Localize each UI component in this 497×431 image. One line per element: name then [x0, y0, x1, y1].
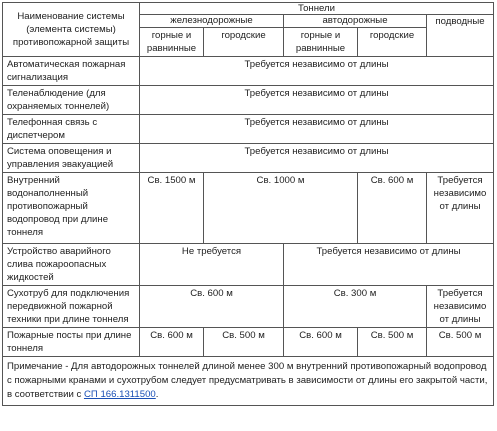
posts-label: Пожарные посты при длине тоннеля: [3, 328, 140, 357]
row-label: Система оповещения и управления эвакуацией: [3, 144, 140, 173]
header-road-mountain-plain: горные и равнинные: [284, 28, 358, 57]
posts-value: Св. 500 м: [358, 328, 427, 357]
posts-value: Св. 500 м: [427, 328, 494, 357]
drain-railway: Не требуется: [140, 244, 284, 286]
fire-protection-table: [2, 2, 494, 406]
table-row-posts: [3, 328, 494, 357]
header-underwater: подводные: [427, 15, 494, 57]
hydrant-railway-urban: Св. 1000 м: [204, 173, 358, 244]
header-railway: железнодорожные: [140, 15, 284, 28]
hydrant-railway-mountain-plain: Св. 1500 м: [140, 173, 204, 244]
table-row-drain: [3, 244, 494, 286]
header-railway-urban: городские: [204, 28, 284, 57]
drypipe-road: Св. 300 м: [284, 286, 427, 328]
table-row: [3, 115, 494, 144]
note-tail: .: [155, 389, 159, 400]
drain-rest: Требуется независимо от длины: [284, 244, 494, 286]
posts-value: Св. 600 м: [284, 328, 358, 357]
hydrant-label: Внутренний водонаполненный противопожарный водопровод при длине тоннеля: [3, 173, 140, 244]
hydrant-road: Св. 600 м: [358, 173, 427, 244]
row-value: Требуется независимо от длины: [140, 86, 494, 115]
drain-label: Устройство аварийного слива пожароопасных жидкостей: [3, 244, 140, 286]
header-system-name: Наименование системы (элемента системы) противопожарной защиты: [3, 3, 140, 57]
posts-value: Св. 600 м: [140, 328, 204, 357]
row-value: Требуется независимо от длины: [140, 115, 494, 144]
fire-protection-table-container: [2, 2, 493, 406]
header-road: автодорожные: [284, 15, 427, 28]
header-tunnels: Тоннели: [140, 3, 494, 15]
row-label: Теленаблюдение (для охраняемых тоннелей): [3, 86, 140, 115]
hydrant-underwater: Требуется независимо от длины: [427, 173, 494, 244]
row-label: Автоматическая пожарная сигнализация: [3, 57, 140, 86]
drypipe-railway: Св. 600 м: [140, 286, 284, 328]
table-row: [3, 57, 494, 86]
header-row-1: [3, 3, 494, 15]
drypipe-underwater: Требуется независимо от длины: [427, 286, 494, 328]
table-note-row: [3, 357, 494, 406]
posts-value: Св. 500 м: [204, 328, 284, 357]
table-row: [3, 86, 494, 115]
drypipe-label: Сухотруб для подключения передвижной пожарной техники при длине тоннеля: [3, 286, 140, 328]
note-text: Примечание - Для автодорожных тоннелей длиной менее 300 м внутренний противопожарный водопровод с пожарными кранами и сухотрубом следует предусматривать в зависимости от длины его закрытой части, в соответствии с: [7, 361, 488, 400]
standard-link[interactable]: СП 166.1311500: [83, 389, 156, 400]
row-value: Требуется независимо от длины: [140, 57, 494, 86]
table-note: [3, 357, 494, 406]
table-row: [3, 144, 494, 173]
row-label: Телефонная связь с диспетчером: [3, 115, 140, 144]
header-road-urban: городские: [358, 28, 427, 57]
header-railway-mountain-plain: горные и равнинные: [140, 28, 204, 57]
row-value: Требуется независимо от длины: [140, 144, 494, 173]
table-row-drypipe: [3, 286, 494, 328]
table-row-hydrant: [3, 173, 494, 244]
